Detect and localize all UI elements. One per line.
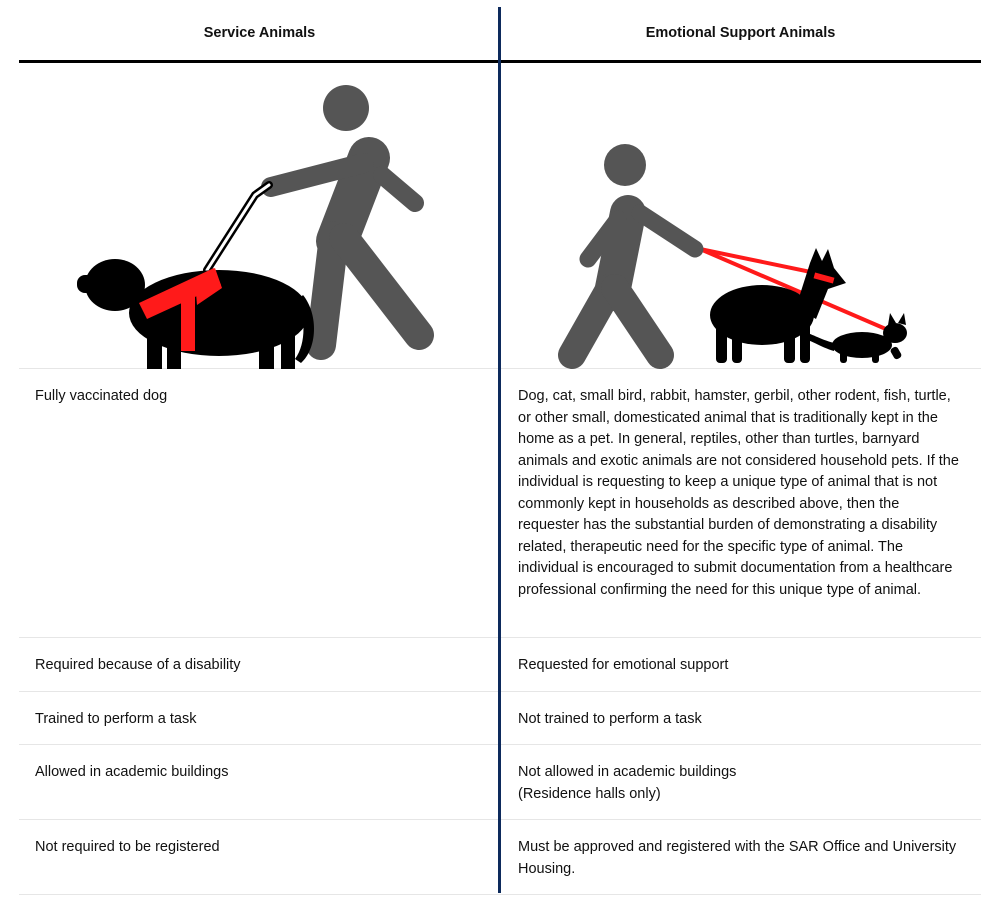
row-requirement-service: Required because of a disability (35, 657, 241, 673)
service-animal-illustration (19, 63, 500, 368)
row-registration-service: Not required to be registered (35, 839, 220, 855)
person-walking-dog-and-cat-icon (500, 63, 981, 369)
row-animal-type-esa: Dog, cat, small bird, rabbit, hamster, gerbil, other rodent, fish, turtle, or other small, domesticated animal that is traditionally kept in the home as a pet. In general, reptiles, other than turtles, barnyard animals and exotic animals are not considered household pets. If the individual is requesting to keep a unique type of animal that is not commonly kept in households as described above, then the requester has the substantial burden of demonstrating a disability related, therapeutic need for the specific type of animal. The individual is encouraged to submit documentation from a healthcare professional confirming the need for this unique type of animal. (518, 388, 959, 598)
person-walking-guide-dog-icon (19, 63, 500, 369)
row-animal-type-service: Fully vaccinated dog (35, 388, 168, 404)
row-buildings-service: Allowed in academic buildings (35, 764, 229, 780)
row-training-service: Trained to perform a task (35, 711, 197, 727)
column-divider (498, 7, 501, 893)
header-service-animals: Service Animals (203, 25, 316, 41)
header-emotional-support-animals: Emotional Support Animals (645, 25, 836, 41)
row-requirement-esa: Requested for emotional support (518, 657, 729, 673)
row-registration-esa: Must be approved and registered with the SAR Office and University Housing. (518, 839, 957, 877)
row-buildings-esa: Not allowed in academic buildings (Residence halls only) (518, 764, 737, 802)
row-training-esa: Not trained to perform a task (518, 711, 702, 727)
emotional-support-animal-illustration (500, 63, 981, 368)
